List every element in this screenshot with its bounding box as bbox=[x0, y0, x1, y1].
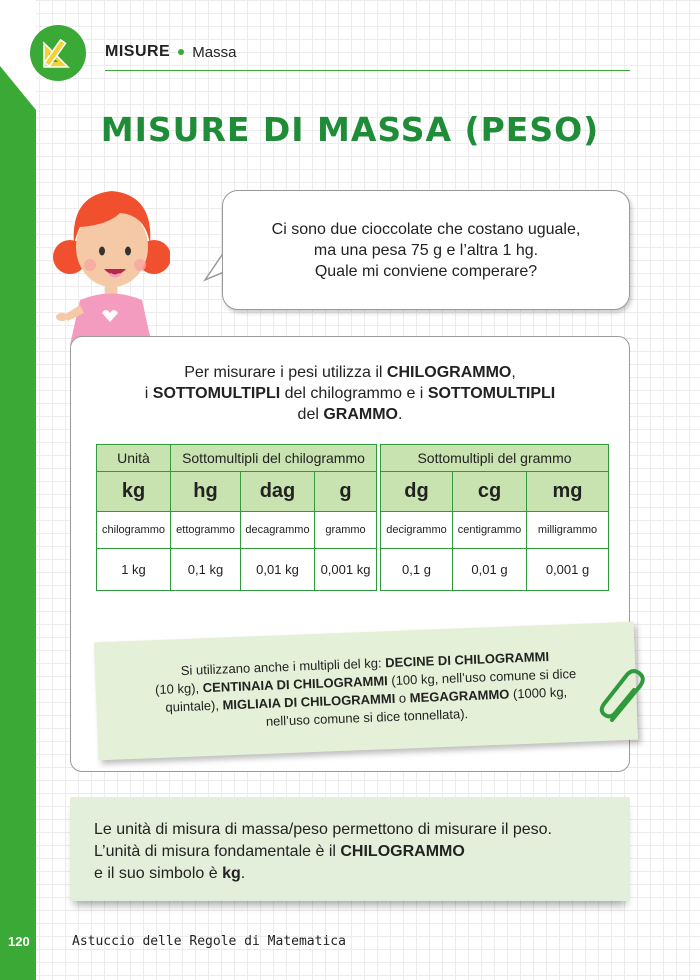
unit-value: 0,1 g bbox=[381, 549, 453, 591]
note-text: (100 kg, nell’uso comune si dice bbox=[387, 665, 577, 689]
multiples-note bbox=[94, 622, 638, 761]
unit-name: chilogrammo bbox=[97, 512, 171, 549]
unit-symbol: cg bbox=[453, 472, 527, 512]
unit-symbol: dg bbox=[381, 472, 453, 512]
note-text: o bbox=[394, 690, 411, 706]
kilogram-submultiples-table bbox=[96, 444, 377, 591]
unit-name: decagrammo bbox=[241, 512, 315, 549]
header-rule bbox=[105, 70, 630, 71]
unit-symbol: g bbox=[315, 472, 377, 512]
speech-line: Quale mi conviene comperare? bbox=[314, 262, 538, 280]
intro-text-part: , bbox=[511, 364, 516, 381]
rule-text: . bbox=[240, 865, 246, 882]
rule-line: Le unità di misura di massa/peso permettono di misurare il peso. bbox=[94, 821, 552, 838]
girl-character-illustration bbox=[50, 175, 170, 350]
rule-text: L’unità di misura fondamentale è il bbox=[94, 843, 341, 860]
page-title: MISURE DI MASSA (PESO) bbox=[100, 110, 600, 149]
unit-value: 0,001 g bbox=[527, 549, 609, 591]
speech-line: ma una pesa 75 g e l’altra 1 hg. bbox=[313, 241, 539, 259]
note-text: Si utilizzano anche i multipli del kg: bbox=[180, 655, 386, 679]
intro-keyword: CHILOGRAMMO bbox=[386, 364, 512, 381]
intro-keyword: SOTTOMULTIPLI bbox=[427, 385, 556, 402]
intro-text-part: del bbox=[297, 406, 324, 423]
intro-keyword: GRAMMO bbox=[323, 406, 398, 423]
speech-bubble bbox=[222, 190, 630, 310]
unit-name: milligrammo bbox=[527, 512, 609, 549]
unit-symbol: dag bbox=[241, 472, 315, 512]
unit-name: grammo bbox=[315, 512, 377, 549]
subsection-name: Massa bbox=[192, 43, 237, 61]
rule-text: e il suo simbolo è bbox=[94, 865, 223, 882]
unit-value: 0,001 kg bbox=[315, 549, 377, 591]
table-header-g-submultiples: Sottomultipli del grammo bbox=[381, 445, 609, 472]
intro-keyword: SOTTOMULTIPLI bbox=[152, 385, 281, 402]
note-text: quintale), bbox=[165, 697, 223, 715]
intro-text-part: . bbox=[398, 406, 403, 423]
rule-box bbox=[70, 797, 630, 901]
unit-value: 0,1 kg bbox=[171, 549, 241, 591]
note-keyword: CENTINAIA DI CHILOGRAMMI bbox=[202, 673, 389, 696]
rule-keyword: CHILOGRAMMO bbox=[340, 843, 465, 860]
table-header-unit: Unità bbox=[97, 445, 171, 472]
unit-name: centigrammo bbox=[453, 512, 527, 549]
section-name: MISURE bbox=[105, 43, 171, 60]
unit-symbol: mg bbox=[527, 472, 609, 512]
note-keyword: MEGAGRAMMO bbox=[409, 686, 510, 706]
rule-keyword: kg bbox=[222, 865, 241, 882]
unit-name: decigrammo bbox=[381, 512, 453, 549]
paperclip-icon bbox=[598, 668, 650, 728]
note-keyword: MIGLIAIA DI CHILOGRAMMI bbox=[222, 690, 396, 713]
unit-value: 0,01 kg bbox=[241, 549, 315, 591]
intro-text bbox=[70, 362, 630, 425]
unit-symbol: hg bbox=[171, 472, 241, 512]
unit-symbol: kg bbox=[97, 472, 171, 512]
intro-text-part: del chilogrammo e i bbox=[280, 385, 428, 402]
note-text: (10 kg), bbox=[154, 680, 204, 698]
unit-name: ettogrammo bbox=[171, 512, 241, 549]
note-keyword: DECINE DI CHILOGRAMMI bbox=[384, 648, 550, 671]
section-header bbox=[105, 43, 236, 61]
measure-logo-icon bbox=[30, 25, 86, 81]
intro-text-part: i bbox=[144, 385, 153, 402]
unit-value: 1 kg bbox=[97, 549, 171, 591]
intro-text-part: Per misurare i pesi utilizza il bbox=[184, 364, 387, 381]
note-text: (1000 kg, bbox=[509, 684, 568, 702]
unit-value: 0,01 g bbox=[453, 549, 527, 591]
separator-dot-icon bbox=[178, 49, 184, 55]
speech-line: Ci sono due cioccolate che costano uguale, bbox=[271, 220, 581, 238]
page-number: 120 bbox=[8, 934, 30, 949]
gram-submultiples-table bbox=[380, 444, 609, 591]
table-header-kg-submultiples: Sottomultipli del chilogrammo bbox=[171, 445, 377, 472]
book-title: Astuccio delle Regole di Matematica bbox=[72, 934, 346, 949]
note-text: nell’uso comune si dice tonnellata). bbox=[265, 706, 469, 729]
